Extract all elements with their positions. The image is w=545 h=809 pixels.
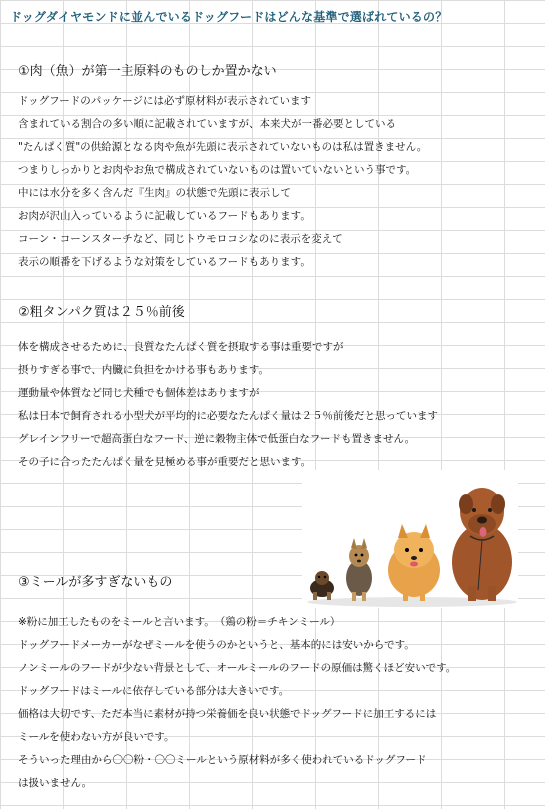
text-line: ドッグフードはミールに依存している部分は大きいです。 — [18, 685, 290, 697]
text-line: ノンミールのフードが少ない背景として、オールミールのフードの原価は驚くほど安いです。 — [18, 662, 457, 674]
dogue-de-bordeaux-icon — [452, 488, 512, 601]
text-line: ミールを使わない方が良いです。 — [18, 731, 175, 743]
text-line: その子に合ったたんぱく量を見極める事が重要だと思います。 — [18, 456, 312, 468]
section-heading-meal: ③ミールが多すぎないもの — [18, 575, 173, 590]
text-line: 体を構成させるために、良質なたんぱく質を摂取する事は重要ですが — [18, 341, 344, 353]
page-title: ドッグダイヤモンドに並んでいるドッグフードはどんな基準で選ばれているの？ — [10, 10, 448, 24]
text-line: は扱いません。 — [18, 777, 93, 789]
text-line: ドッグフードメーカーがなぜミールを使うのかというと、基本的には安いからです。 — [18, 639, 415, 651]
dogs-photo — [302, 470, 518, 608]
text-line: 表示の順番を下げるような対策をしているフードもあります。 — [18, 256, 311, 268]
text-line: グレインフリーで超高蛋白なフード、逆に穀物主体で低蛋白なフードも置きません。 — [18, 433, 416, 445]
section-heading-protein: ②粗タンパク質は２５％前後 — [18, 305, 185, 320]
text-line: ※粉に加工したものをミールと言います。 （鶏の粉＝チキンミール） — [18, 616, 341, 628]
text-line: お肉が沢山入っているように記載しているフードもあります。 — [18, 210, 311, 222]
text-line: 運動量や体質など同じ犬種でも個体差はありますが — [18, 387, 260, 399]
text-line: 価格は大切です、ただ本当に素材が持つ栄養価を良い状態でドッグフードに加工するには — [18, 708, 437, 720]
text-line: "たんぱく質"の供給源となる肉や魚が先頭に表示されていないものは私は置きません。 — [18, 141, 428, 153]
text-line: 摂りすぎる事で、内臓に負担をかける事もあります。 — [18, 364, 269, 376]
text-line: 私は日本で飼育される小型犬が平均的に必要なたんぱく量は２５％前後だと思っています — [18, 410, 438, 422]
text-line: ドッグフードのパッケージには必ず原材料が表示されています — [18, 95, 312, 107]
text-line: つまりしっかりとお肉やお魚で構成されていないものは置いていないという事です。 — [18, 164, 417, 176]
text-line: 含まれている割合の多い順に記載されていますが、本来犬が一番必要としている — [18, 118, 396, 130]
text-line: コーン・コーンスターチなど、同じトウモロコシなのに表示を変えて — [18, 233, 343, 245]
text-line: 中には水分を多く含んだ『生肉』の状態で先頭に表示して — [18, 187, 291, 199]
section-heading-meat: ①肉（魚）が第一主原料のものしか置かない — [18, 64, 277, 79]
text-line: そういった理由から〇〇粉・〇〇ミールという原材料が多く使われているドッグフード — [18, 754, 427, 766]
